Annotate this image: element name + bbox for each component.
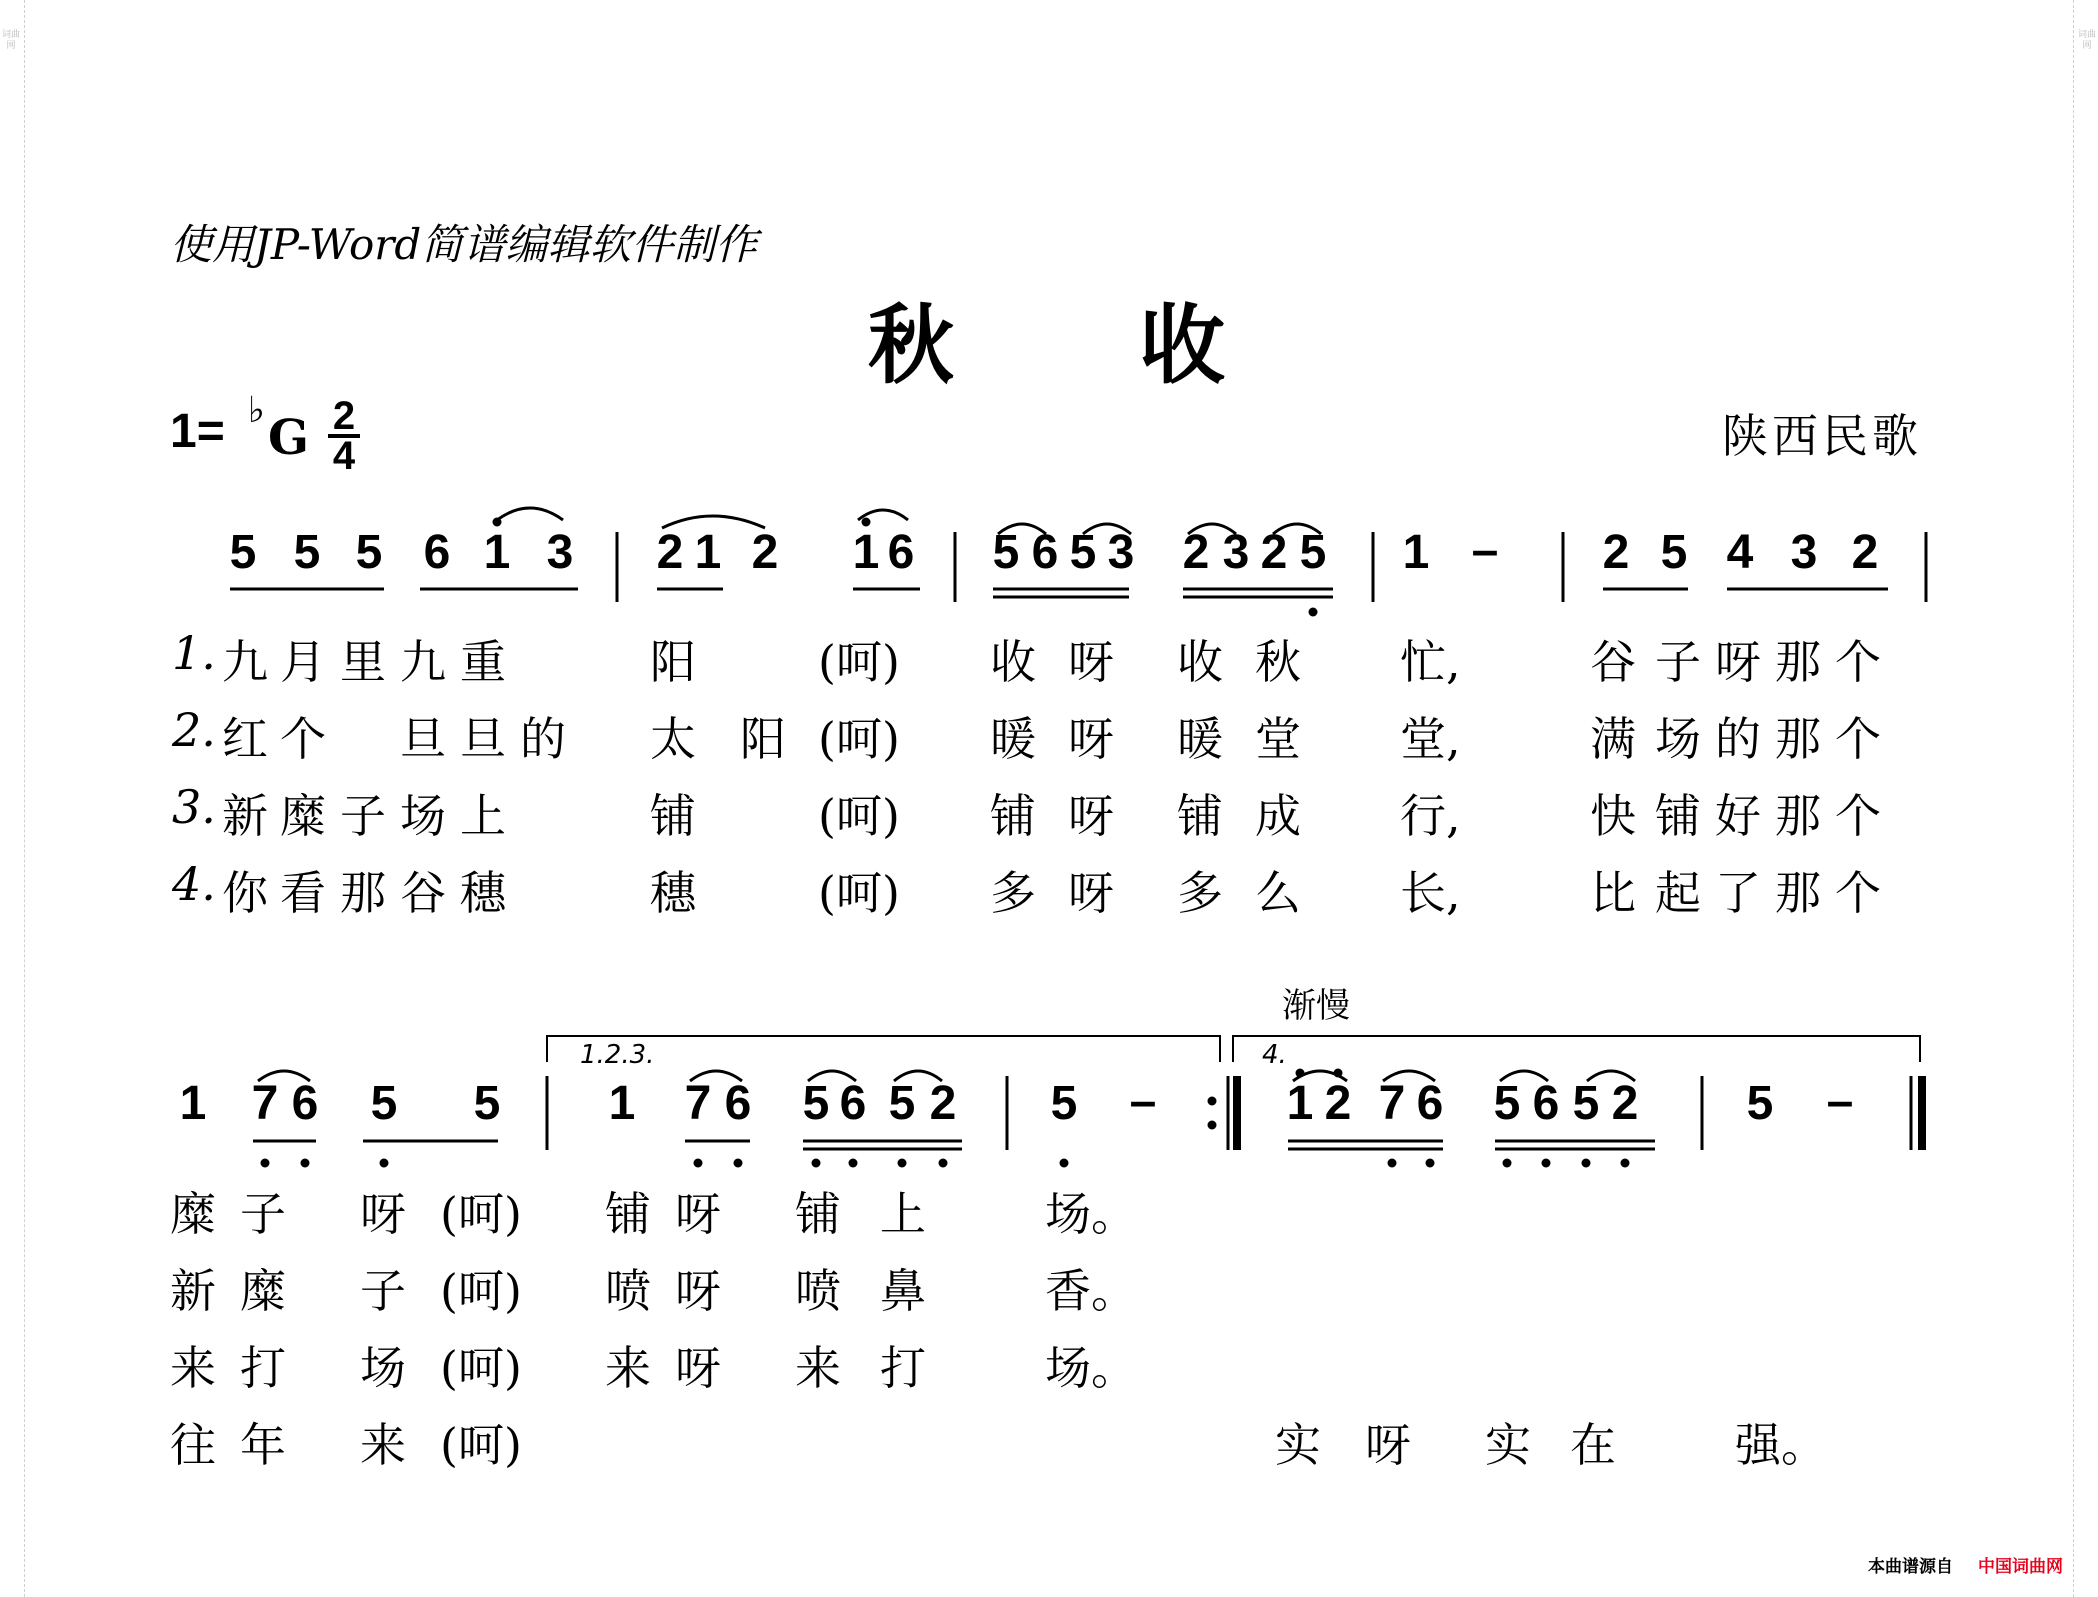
lyric-char: 呀 (675, 1187, 721, 1241)
octave-dot-low (812, 1159, 821, 1168)
octave-dot-low (261, 1159, 270, 1168)
note: 6 (724, 1077, 752, 1130)
lyric-char: 阳 (740, 712, 786, 766)
lyric-char: 场 (360, 1341, 406, 1395)
lyric-char: 收 (1177, 635, 1223, 689)
octave-dot-low (380, 1159, 389, 1168)
lyric-char: 呀 (675, 1264, 721, 1318)
octave-dot-low (1542, 1159, 1551, 1168)
note: 6 (839, 1077, 867, 1130)
lyric-char: (呵) (440, 1341, 522, 1395)
lyric-char: 多 (1177, 866, 1223, 920)
note: – (1826, 1075, 1854, 1128)
note: 5 (1572, 1077, 1600, 1130)
lyric-char: 喷 (605, 1264, 651, 1318)
note: 6 (1416, 1077, 1444, 1130)
note: 3 (546, 526, 574, 579)
lyric-char: 那 (340, 866, 386, 920)
note: 2 (929, 1077, 957, 1130)
lyric-char: 比 (1590, 866, 1636, 920)
lyric-char: (呵) (440, 1264, 522, 1318)
lyric-char: 场。 (1045, 1341, 1137, 1395)
note: 2 (1324, 1077, 1352, 1130)
lyric-char: (呵) (818, 866, 900, 920)
octave-dot-low (1582, 1159, 1591, 1168)
lyric-char: 来 (605, 1341, 651, 1395)
lyric-char: 打 (880, 1341, 926, 1395)
lyric-char: 4. (172, 857, 216, 911)
lyric-char: 糜 (280, 789, 326, 843)
note: 5 (802, 1077, 830, 1130)
note: 2 (1851, 526, 1879, 579)
lyric-char: 呀 (1365, 1418, 1411, 1472)
note: 5 (1050, 1077, 1078, 1130)
lyric-char: 快 (1590, 789, 1636, 843)
lyric-char: 么 (1255, 866, 1301, 920)
lyric-char: 秋 (1255, 635, 1301, 689)
lyric-char: 铺 (1655, 789, 1701, 843)
lyric-char: 太 (650, 712, 696, 766)
lyric-char: 旦 (400, 712, 446, 766)
lyric-char: 子 (360, 1264, 406, 1318)
lyric-char: 里 (340, 635, 386, 689)
note: 5 (888, 1077, 916, 1130)
lyric-char: 个 (1835, 789, 1881, 843)
lyric-char: 满 (1590, 712, 1636, 766)
lyric-char: 年 (240, 1418, 286, 1472)
octave-dot-low (939, 1159, 948, 1168)
lyric-char: (呵) (818, 635, 900, 689)
note: 5 (1069, 526, 1097, 579)
octave-dot-low (1388, 1159, 1397, 1168)
lyric-char: 2. (172, 703, 216, 757)
octave-dot-low (301, 1159, 310, 1168)
lyric-char: 堂 (1255, 712, 1301, 766)
song-origin: 陕西民歌 (1722, 409, 1922, 463)
watermark-text: 词曲网 (2077, 30, 2096, 51)
note: 5 (473, 1077, 501, 1130)
note: 5 (229, 526, 257, 579)
page-title: 秋收 (868, 295, 1410, 396)
lyric-char: 往 (170, 1418, 216, 1472)
lyric-char: 个 (1835, 712, 1881, 766)
flat-sign: ♭ (248, 390, 265, 431)
lyric-char: 穗 (650, 866, 696, 920)
slur (497, 508, 563, 520)
lyric-char: 多 (990, 866, 1036, 920)
note: 1 (852, 526, 880, 579)
lyric-char: 实 (1275, 1418, 1321, 1472)
lyric-char: 呀 (675, 1341, 721, 1395)
lyric-char: 喷 (795, 1264, 841, 1318)
footer-site-name: 中国词曲网 (1978, 1557, 2063, 1577)
lyric-char: 暖 (1177, 712, 1223, 766)
lyric-char: 场。 (1045, 1187, 1137, 1241)
lyric-char: 长, (1400, 866, 1461, 920)
lyric-char: 呀 (1068, 866, 1114, 920)
time-top: 2 (332, 394, 356, 438)
lyric-char: 上 (460, 789, 506, 843)
lyric-char: 那 (1775, 635, 1821, 689)
lyric-char: 来 (795, 1341, 841, 1395)
note: 2 (751, 526, 779, 579)
lyric-char: 行, (1400, 789, 1461, 843)
lyric-char: 子 (240, 1187, 286, 1241)
lyric-char: 子 (1655, 635, 1701, 689)
note: 5 (1493, 1077, 1521, 1130)
note: 1 (1402, 526, 1430, 579)
repeat-dot (1208, 1121, 1217, 1130)
note: 1 (179, 1077, 207, 1130)
lyric-char: 好 (1715, 789, 1761, 843)
note: 5 (355, 526, 383, 579)
lyric-char: (呵) (818, 712, 900, 766)
octave-dot-low (1503, 1159, 1512, 1168)
lyric-char: 场 (1655, 712, 1701, 766)
lyric-char: 重 (460, 635, 506, 689)
lyric-char: 谷 (400, 866, 446, 920)
note: 7 (1378, 1077, 1406, 1130)
lyric-char: 个 (1835, 635, 1881, 689)
lyric-char: 个 (280, 712, 326, 766)
time-bottom: 4 (332, 434, 356, 478)
lyric-char: 那 (1775, 712, 1821, 766)
note: 1 (483, 526, 511, 579)
lyric-char: 你 (222, 866, 268, 920)
octave-dot-low (1621, 1159, 1630, 1168)
volta-bracket-2 (1233, 1036, 1920, 1062)
lyric-char: 铺 (795, 1187, 841, 1241)
lyric-char: (呵) (440, 1187, 522, 1241)
lyric-char: 九 (222, 635, 268, 689)
key-prefix: 1= (170, 405, 225, 458)
note: 6 (423, 526, 451, 579)
lyric-char: 鼻 (880, 1264, 926, 1318)
lyric-char: (呵) (440, 1418, 522, 1472)
lyric-char: 实 (1485, 1418, 1531, 1472)
lyric-char: 糜 (170, 1187, 216, 1241)
lyric-char: 那 (1775, 789, 1821, 843)
note: 2 (1611, 1077, 1639, 1130)
volta-label-first: 1.2.3. (580, 1040, 655, 1070)
note: 2 (1182, 526, 1210, 579)
lyric-char: 呀 (1715, 635, 1761, 689)
tempo-mark: 渐慢 (1282, 986, 1350, 1026)
note: 7 (684, 1077, 712, 1130)
lyric-char: 新 (222, 789, 268, 843)
note: 5 (992, 526, 1020, 579)
lyric-char: (呵) (818, 789, 900, 843)
lyric-char: 呀 (360, 1187, 406, 1241)
lyric-char: 看 (280, 866, 326, 920)
lyric-char: 来 (360, 1418, 406, 1472)
lyric-char: 打 (240, 1341, 286, 1395)
note: 3 (1790, 526, 1818, 579)
lyric-char: 铺 (605, 1187, 651, 1241)
lyric-char: 阳 (650, 635, 696, 689)
key-note: G (268, 410, 309, 466)
lyric-char: 谷 (1590, 635, 1636, 689)
note: 3 (1107, 526, 1135, 579)
lyric-char: 收 (990, 635, 1036, 689)
octave-dot-low (694, 1159, 703, 1168)
note: 6 (887, 526, 915, 579)
lyric-char: 暖 (990, 712, 1036, 766)
note: 5 (1660, 526, 1688, 579)
lyric-char: 3. (172, 780, 216, 834)
lyric-char: 在 (1570, 1418, 1616, 1472)
octave-dot-low (1309, 608, 1318, 617)
octave-dot-low (849, 1159, 858, 1168)
lyric-char: 月 (280, 635, 326, 689)
note: – (1129, 1075, 1157, 1128)
lyric-char: 的 (520, 712, 566, 766)
lyric-char: 那 (1775, 866, 1821, 920)
note: 2 (1260, 526, 1288, 579)
lyric-char: 红 (222, 712, 268, 766)
note: 5 (370, 1077, 398, 1130)
lyric-char: 香。 (1045, 1264, 1137, 1318)
note: 5 (1299, 526, 1327, 579)
note: 5 (1746, 1077, 1774, 1130)
octave-dot-low (898, 1159, 907, 1168)
lyric-char: 旦 (460, 712, 506, 766)
lyric-char: 来 (170, 1341, 216, 1395)
octave-dot-low (1060, 1159, 1069, 1168)
software-note: 使用JP-Word简谱编辑软件制作 (170, 220, 758, 269)
lyric-char: 的 (1715, 712, 1761, 766)
lyric-char: 上 (880, 1187, 926, 1241)
lyric-char: 铺 (990, 789, 1036, 843)
note: 2 (1602, 526, 1630, 579)
note: 6 (1031, 526, 1059, 579)
lyric-char: 子 (340, 789, 386, 843)
note: 4 (1726, 526, 1754, 579)
note: 5 (293, 526, 321, 579)
lyric-char: 呀 (1068, 635, 1114, 689)
lyric-char: 强。 (1735, 1418, 1827, 1472)
note: 6 (291, 1077, 319, 1130)
octave-dot-low (1426, 1159, 1435, 1168)
note: 2 (656, 526, 684, 579)
lyric-char: 穗 (460, 866, 506, 920)
watermark-text: 词曲网 (1, 30, 20, 51)
lyric-char: 铺 (1177, 789, 1223, 843)
lyric-char: 忙, (1400, 635, 1461, 689)
note: – (1471, 524, 1499, 577)
note: 6 (1532, 1077, 1560, 1130)
note: 3 (1222, 526, 1250, 579)
lyric-char: 呀 (1068, 712, 1114, 766)
octave-dot-low (734, 1159, 743, 1168)
repeat-dot (1208, 1097, 1217, 1106)
lyric-char: 九 (400, 635, 446, 689)
volta-label-second: 4. (1262, 1040, 1287, 1070)
lyric-char: 呀 (1068, 789, 1114, 843)
octave-dot-high (862, 518, 871, 527)
note: 1 (1286, 1077, 1314, 1130)
lyric-char: 1. (172, 626, 216, 680)
lyric-char: 堂, (1400, 712, 1461, 766)
lyric-char: 场 (400, 789, 446, 843)
lyric-char: 个 (1835, 866, 1881, 920)
lyric-char: 成 (1255, 789, 1301, 843)
lyric-char: 起 (1655, 866, 1701, 920)
lyric-char: 新 (170, 1264, 216, 1318)
footer-source-label: 本曲谱源自 (1868, 1557, 1953, 1577)
lyric-char: 了 (1715, 866, 1761, 920)
lyric-char: 糜 (240, 1264, 286, 1318)
note: 1 (608, 1077, 636, 1130)
note: 7 (251, 1077, 279, 1130)
note: 1 (694, 526, 722, 579)
lyric-char: 铺 (650, 789, 696, 843)
